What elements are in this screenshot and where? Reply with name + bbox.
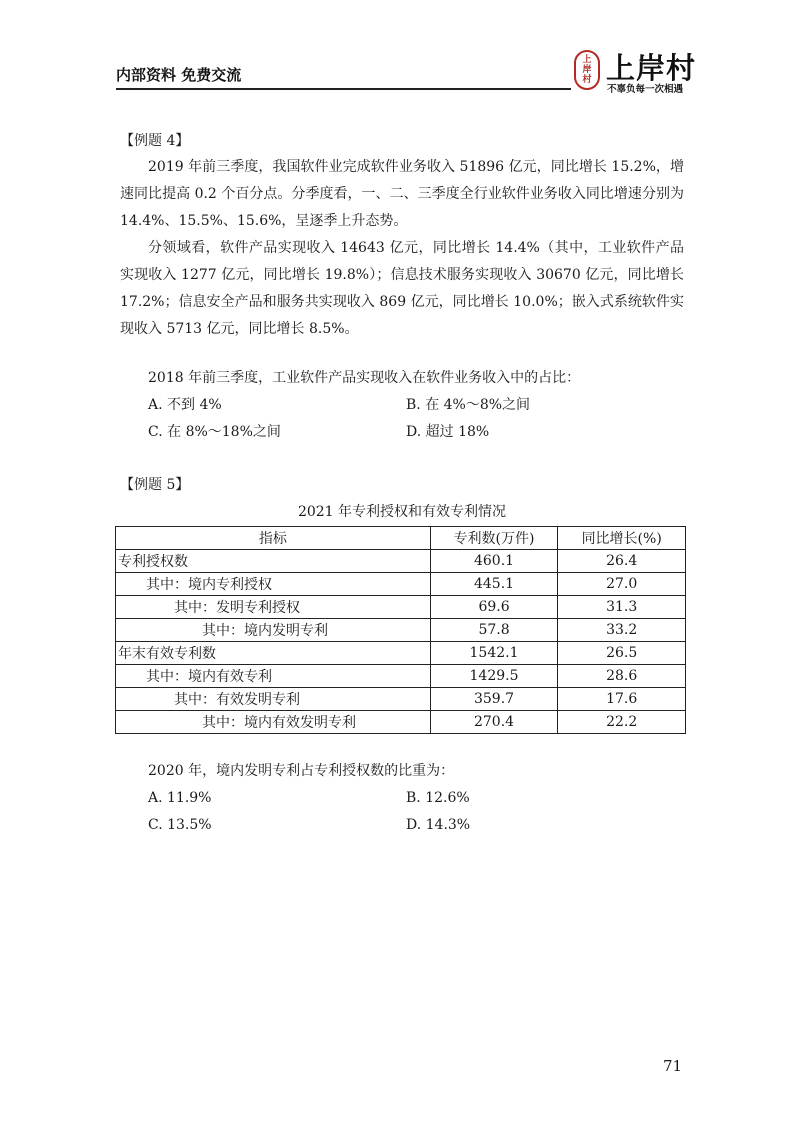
column-header: 指标: [116, 527, 431, 550]
logo-name: 上岸村: [606, 51, 697, 85]
page-content: [120, 128, 684, 839]
row-label: 其中：境内有效专利: [116, 665, 431, 688]
header-title: 内部资料 免费交流: [116, 66, 242, 84]
cell-growth: 22.2: [558, 711, 686, 734]
table-row: [116, 665, 686, 688]
row-label: 其中：境内有效发明专利: [116, 711, 431, 734]
cell-count: 445.1: [430, 573, 558, 596]
example-4-options: [148, 392, 684, 446]
option-c: C. 13.5%: [148, 817, 212, 833]
example-5: [120, 472, 684, 839]
row-label: 年末有效专利数: [116, 642, 431, 665]
example-4-title: 【例题 4】: [120, 133, 190, 149]
example-4: [120, 128, 684, 446]
example-5-question: 2020 年，境内发明专利占专利授权数的比重为：: [148, 763, 455, 779]
cell-count: 69.6: [430, 596, 558, 619]
table-row: [116, 642, 686, 665]
example-5-title: 【例题 5】: [120, 477, 190, 493]
option-b: B. 12.6%: [406, 790, 470, 806]
cell-count: 359.7: [430, 688, 558, 711]
example-4-question: 2018 年前三季度，工业软件产品实现收入在软件业务收入中的占比：: [148, 370, 581, 386]
option-b: B. 在 4%～8%之间: [406, 397, 531, 413]
header-rule: [116, 88, 571, 90]
table-title: 2021 年专利授权和有效专利情况: [297, 504, 507, 520]
row-label: 其中：境内专利授权: [116, 573, 431, 596]
table-row: [116, 688, 686, 711]
example-4-paragraph: 2019 年前三季度，我国软件业完成软件业务收入 51896 亿元，同比增长 15.2%，增速同比提高 0.2 个百分点。分季度看，一、二、三季度全行业软件业务收入同比增速分别为 14.4%、15.5%、15.6%，呈逐季上升态势。: [120, 159, 684, 229]
row-label: 其中：有效发明专利: [116, 688, 431, 711]
cell-count: 270.4: [430, 711, 558, 734]
table-header-row: [116, 527, 686, 550]
cell-count: 460.1: [430, 550, 558, 573]
row-label: 其中：发明专利授权: [116, 596, 431, 619]
example-4-paragraph: 分领域看，软件产品实现收入 14643 亿元，同比增长 14.4%（其中，工业软件产品实现收入 1277 亿元，同比增长 19.8%）；信息技术服务实现收入 30670 亿元，同比增长 17.2%；信息安全产品和服务共实现收入 869 亿元，同比增长 10.0%；嵌入式系统软件实现收入 5713 亿元，同比增长 8.5%。: [120, 240, 684, 337]
cell-count: 57.8: [430, 619, 558, 642]
option-d: D. 14.3%: [406, 817, 471, 833]
option-a: A. 11.9%: [148, 790, 212, 806]
cell-growth: 33.2: [558, 619, 686, 642]
page-header: [116, 44, 696, 96]
page-number: 71: [663, 1057, 683, 1075]
cell-growth: 17.6: [558, 688, 686, 711]
option-d: D. 超过 18%: [406, 424, 490, 440]
patent-table: [115, 526, 686, 734]
cell-growth: 26.5: [558, 642, 686, 665]
cell-count: 1542.1: [430, 642, 558, 665]
row-label: 专利授权数: [116, 550, 431, 573]
column-header: 专利数(万件): [430, 527, 558, 550]
cell-growth: 27.0: [558, 573, 686, 596]
table-row: [116, 550, 686, 573]
table-row: [116, 573, 686, 596]
cell-count: 1429.5: [430, 665, 558, 688]
logo-seal-icon: 上 岸 村: [574, 50, 600, 90]
option-c: C. 在 8%～18%之间: [148, 424, 281, 440]
logo-slogan: 不辜负每一次相遇: [607, 84, 684, 95]
cell-growth: 26.4: [558, 550, 686, 573]
table-row: [116, 619, 686, 642]
cell-growth: 28.6: [558, 665, 686, 688]
cell-growth: 31.3: [558, 596, 686, 619]
option-a: A. 不到 4%: [148, 397, 222, 413]
row-label: 其中：境内发明专利: [116, 619, 431, 642]
example-5-options: [148, 785, 684, 839]
table-row: [116, 596, 686, 619]
table-row: [116, 711, 686, 734]
column-header: 同比增长(%): [558, 527, 686, 550]
